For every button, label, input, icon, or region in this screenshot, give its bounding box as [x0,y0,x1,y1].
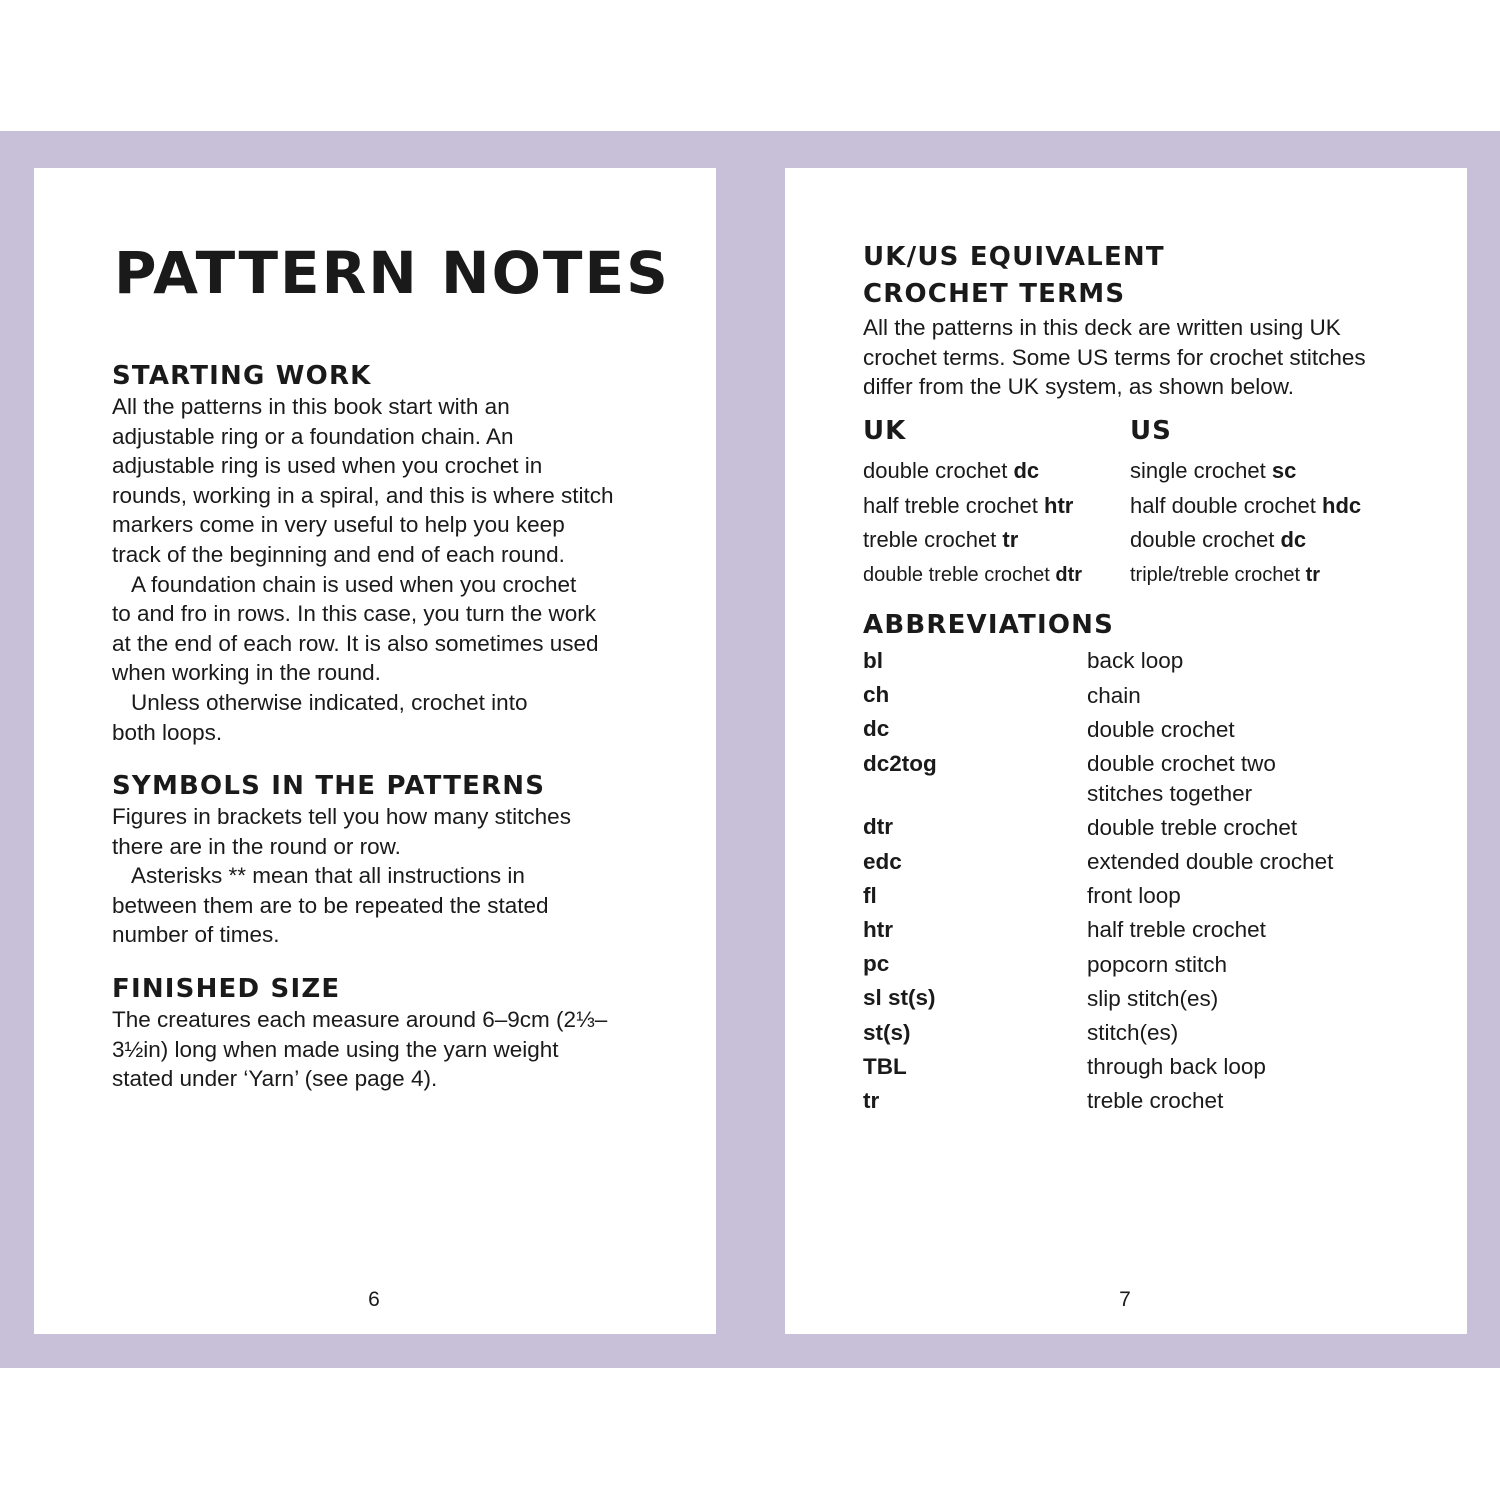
section-body [863,313,1443,402]
text-line: crochet terms. Some US terms for crochet stitches [863,344,1366,370]
heading-line: CROCHET TERMS [863,279,1126,309]
abbreviation-row [863,644,1423,678]
abbreviation-row [863,947,1423,981]
abbreviation-row [863,1016,1423,1050]
abbreviation-key: TBL [863,1053,907,1079]
abbreviation-key: pc [863,951,890,977]
us-heading: US [1130,416,1172,446]
abbreviation-key: dc2tog [863,750,937,776]
value-line: stitches together [1087,780,1253,806]
term-name: half double crochet [1130,492,1316,518]
abbreviation-row [863,913,1423,947]
term-name: treble crochet [863,527,997,552]
section-heading: SYMBOLS IN THE PATTERNS [112,771,546,801]
term-name: double treble crochet [863,563,1050,586]
abbreviation-value [1087,747,1423,811]
section-body [112,802,692,950]
abbreviation-value: half treble crochet [1087,917,1266,943]
abbreviation-value: slip stitch(es) [1087,985,1219,1011]
term-abbr: tr [1305,563,1321,586]
abbreviation-row [863,845,1423,879]
abbreviation-value: popcorn stitch [1087,951,1228,977]
abbreviation-value: back loop [1087,648,1184,674]
term-abbr: tr [1002,527,1019,552]
abbreviation-value: extended double crochet [1087,848,1334,874]
text-line: All the patterns in this book start with an [112,394,510,419]
abbreviation-value: through back loop [1087,1054,1266,1080]
text-line: there are in the round or row. [112,833,401,859]
section-body [112,392,692,747]
text-line: Figures in brackets tell you how many stitches [112,804,571,829]
text-line: differ from the UK system, as shown below. [863,374,1295,400]
text-line: Unless otherwise indicated, crochet into [131,689,528,715]
term-name: double crochet [1130,527,1275,552]
text-line: Asterisks ** mean that all instructions in [131,863,525,889]
us-term [1130,558,1430,593]
page-number: 7 [1119,1288,1131,1311]
abbreviation-value: double crochet [1087,716,1235,742]
abbreviation-value: stitch(es) [1087,1019,1179,1045]
text-line: adjustable ring or a foundation chain. An [112,423,514,449]
abbreviation-value: treble crochet [1087,1088,1224,1114]
abbreviation-key: bl [863,648,883,673]
heading-line: UK/US EQUIVALENT [863,242,1165,272]
right-page [785,168,1467,1334]
section-heading: STARTING WORK [112,361,372,391]
abbreviation-row [863,1084,1423,1118]
text-line: 3½in) long when made using the yarn weight [112,1036,559,1062]
abbreviation-row [863,981,1423,1015]
uk-term [863,489,1131,524]
abbreviation-row [863,879,1423,913]
term-name: triple/treble crochet [1130,563,1301,586]
abbreviation-row [863,1050,1423,1084]
text-line: The creatures each measure around 6–9cm (2⅓– [112,1007,608,1032]
uk-term [863,454,1131,489]
term-abbr: htr [1044,492,1074,518]
abbreviation-key: dtr [863,814,893,840]
section-heading: FINISHED SIZE [112,974,341,1004]
text-line: rounds, working in a spiral, and this is where stitch [112,482,614,508]
abbreviation-key: dc [863,716,890,742]
term-abbr: sc [1271,458,1297,483]
text-line: stated under ‘Yarn’ (see page 4). [112,1066,438,1092]
term-abbr: dc [1280,527,1307,552]
value-line: double crochet two [1087,750,1276,776]
section-abbreviations [863,608,1423,1118]
text-line: All the patterns in this deck are written using UK [863,315,1341,340]
abbreviation-value: chain [1087,682,1141,708]
page-title: PATTERN NOTES [114,239,670,307]
uk-heading: UK [863,416,907,446]
text-line: A foundation chain is used when you crochet [131,571,577,597]
text-line: number of times. [112,922,280,948]
abbreviation-key: sl st(s) [863,985,936,1011]
text-line: markers come in very useful to help you keep [112,512,565,538]
section-uk-us-equivalent [863,239,1443,402]
us-term [1130,454,1430,489]
term-abbr: dc [1013,458,1040,483]
abbreviation-row [863,747,1423,811]
term-name: double crochet [863,458,1008,483]
abbreviation-key: edc [863,848,902,874]
section-heading: ABBREVIATIONS [863,610,1115,640]
uk-terms-column [863,414,1131,592]
text-line: both loops. [112,719,223,745]
abbreviation-value: double treble crochet [1087,814,1298,840]
us-terms-column [1130,414,1430,592]
abbreviation-row [863,678,1423,712]
abbreviation-value: front loop [1087,883,1181,909]
abbreviation-key: htr [863,917,893,942]
abbreviation-key: ch [863,682,890,708]
section-symbols [112,770,692,950]
abbreviation-row [863,810,1423,844]
text-line: when working in the round. [112,660,381,686]
text-line: between them are to be repeated the stated [112,892,549,918]
section-starting-work [112,360,692,747]
us-term [1130,489,1430,524]
text-line: to and fro in rows. In this case, you turn the work [112,601,596,627]
left-page [34,168,716,1334]
section-body [112,1005,692,1094]
term-name: single crochet [1130,458,1266,483]
abbreviation-key: tr [863,1088,880,1114]
section-heading [863,239,1443,313]
abbreviation-row [863,712,1423,746]
text-line: at the end of each row. It is also sometimes used [112,630,599,656]
text-line: track of the beginning and end of each round. [112,541,565,567]
page-number: 6 [368,1288,380,1311]
us-term [1130,523,1430,558]
term-abbr: dtr [1055,563,1083,586]
section-finished-size [112,973,692,1094]
term-abbr: hdc [1322,492,1362,518]
text-line: adjustable ring is used when you crochet in [112,453,543,479]
term-name: half treble crochet [863,492,1038,518]
abbreviation-key: fl [863,882,877,908]
uk-term [863,558,1131,593]
abbreviation-key: st(s) [863,1019,911,1045]
uk-term [863,523,1131,558]
